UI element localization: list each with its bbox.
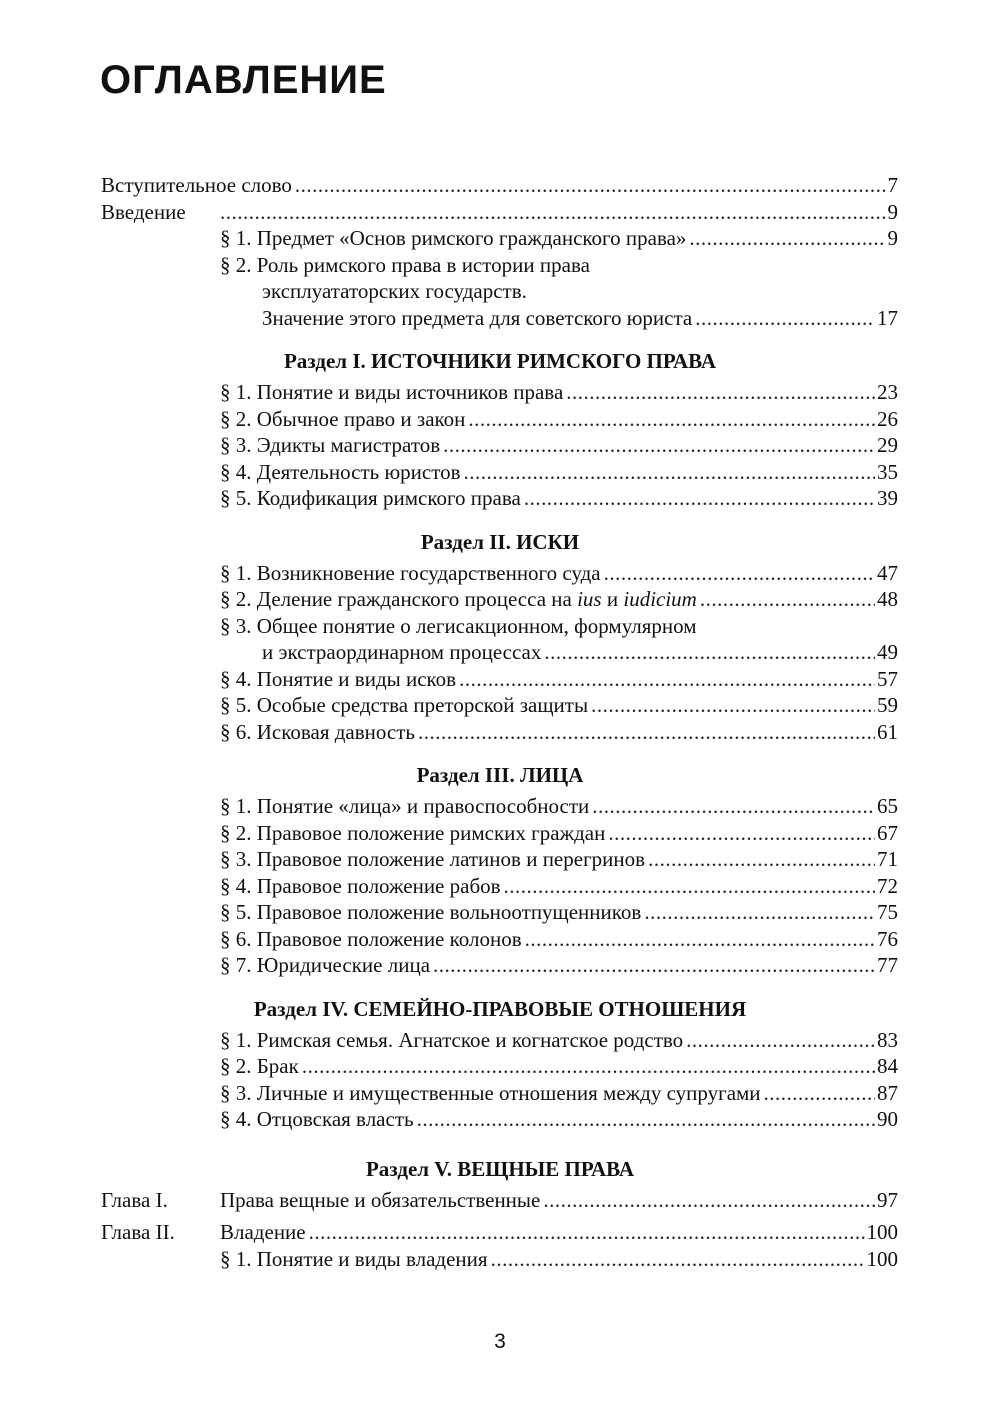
page-ref: 26: [877, 406, 898, 431]
page-ref: 75: [877, 900, 898, 924]
toc-entry[interactable]: § 1. Понятие «лица» и правоспособности ..... 65: [0, 793, 1000, 820]
toc-entry-intro-p2-line1[interactable]: § 2. Роль римского права в истории права: [220, 252, 590, 277]
leader-dots: [648, 846, 875, 873]
toc-entry[interactable]: § 5. Кодификация римского права ..... 39: [0, 485, 1000, 512]
page-ref: 84: [877, 1054, 898, 1078]
section-heading: Раздел V. ВЕЩНЫЕ ПРАВА: [365, 1156, 635, 1181]
page-ref: 39: [877, 486, 898, 510]
page-ref: 59: [877, 693, 898, 717]
page-title: ОГЛАВЛЕНИЕ: [100, 58, 387, 102]
leader-dots: [525, 926, 875, 953]
toc-entry[interactable]: § 6. Правовое положение колонов ..... 76: [0, 926, 1000, 953]
leader-dots: [443, 432, 875, 459]
page-ref: 61: [877, 719, 898, 744]
leader-dots: [695, 305, 875, 332]
toc-entry-chapter[interactable]: Глава II. Владение ..... 100: [0, 1219, 1000, 1246]
toc-entry[interactable]: § 7. Юридические лица ..... 77: [0, 952, 1000, 979]
section-heading: Раздел III. ЛИЦА: [416, 763, 584, 787]
leader-dots: [295, 172, 886, 199]
page-ref: 90: [877, 1107, 898, 1131]
table-of-contents: [0, 172, 1000, 1272]
leader-dots: [417, 1106, 875, 1133]
leader-dots: [464, 459, 875, 486]
page-ref: 83: [877, 1027, 898, 1052]
page-ref: 47: [877, 560, 898, 585]
toc-entry-intro-p2-line3[interactable]: Значение этого предмета для советского юриста ..... 17: [0, 305, 1000, 332]
leader-dots: [592, 793, 875, 820]
page-ref: 9: [887, 199, 898, 224]
page-ref: 29: [877, 433, 898, 457]
toc-entry[interactable]: § 1. Римская семья. Агнатское и когнатское родство ..... 83: [0, 1027, 1000, 1054]
toc-entry[interactable]: § 4. Отцовская власть ..... 90: [0, 1106, 1000, 1133]
page-ref: 77: [877, 953, 898, 977]
page-ref: 65: [877, 794, 898, 818]
page-ref: 7: [887, 173, 898, 197]
latin-term: ius: [577, 587, 602, 611]
leader-dots: [309, 1219, 865, 1246]
latin-term: iudicium: [623, 587, 697, 611]
leader-dots: [591, 692, 875, 719]
toc-entry[interactable]: § 1. Понятие и виды владения ..... 100: [0, 1246, 1000, 1273]
leader-dots: [459, 666, 875, 693]
page-ref: 17: [877, 305, 898, 330]
toc-entry[interactable]: § 3. Личные и имущественные отношения между супругами ..... 87: [0, 1080, 1000, 1107]
toc-entry[interactable]: § 4. Понятие и виды исков ..... 57: [0, 666, 1000, 693]
chapter-label: Глава II.: [101, 1220, 175, 1244]
toc-entry[interactable]: § 6. Исковая давность ..... 61: [0, 719, 1000, 746]
toc-entry[interactable]: § 4. Деятельность юристов ..... 35: [0, 459, 1000, 486]
leader-dots: [644, 899, 875, 926]
leader-dots: [491, 1246, 865, 1273]
toc-entry[interactable]: § 4. Правовое положение рабов ..... 72: [0, 873, 1000, 900]
toc-entry[interactable]: и экстраординарном процессах ..... 49: [0, 639, 1000, 666]
section-heading: Раздел I. ИСТОЧНИКИ РИМСКОГО ПРАВА: [283, 349, 717, 373]
toc-entry[interactable]: § 2. Деление гражданского процесса на ius и iudicium ..... 48: [0, 586, 1000, 613]
toc-entry[interactable]: § 3. Эдикты магистратов ..... 29: [0, 432, 1000, 459]
toc-entry[interactable]: § 3. Общее понятие о легисакционном, формулярном: [220, 613, 697, 638]
leader-dots: [543, 1187, 875, 1214]
toc-entry[interactable]: § 2. Правовое положение римских граждан ..... 67: [0, 820, 1000, 847]
toc-entry-intro-p2-line2: эксплуататорских государств.: [262, 279, 527, 303]
leader-dots: [566, 379, 875, 406]
toc-entry-intro-p1[interactable]: § 1. Предмет «Основ римского гражданского права» ..... 9: [0, 225, 1000, 252]
page-ref: 57: [877, 666, 898, 691]
toc-entry[interactable]: § 5. Особые средства преторской защиты ..... 59: [0, 692, 1000, 719]
toc-entry[interactable]: § 2. Брак ..... 84: [0, 1053, 1000, 1080]
page-ref: 97: [877, 1187, 898, 1212]
toc-entry-chapter[interactable]: Глава I. Права вещные и обязательственные ..... 97: [0, 1187, 1000, 1214]
page-ref: 49: [877, 640, 898, 664]
page-ref: 67: [877, 820, 898, 845]
page-number: 3: [494, 1330, 506, 1353]
page-ref: 9: [887, 226, 898, 250]
toc-entry[interactable]: § 3. Правовое положение латинов и перегринов ..... 71: [0, 846, 1000, 873]
leader-dots: [418, 719, 875, 746]
toc-entry[interactable]: § 2. Обычное право и закон ..... 26: [0, 406, 1000, 433]
page-ref: 72: [877, 873, 898, 898]
section-heading: Раздел IV. СЕМЕЙНО-ПРАВОВЫЕ ОТНОШЕНИЯ: [253, 996, 747, 1021]
leader-dots: [524, 485, 875, 512]
leader-dots: [220, 199, 886, 226]
leader-dots: [686, 1027, 875, 1054]
toc-entry[interactable]: § 1. Возникновение государственного суда ..... 47: [0, 560, 1000, 587]
page-ref: 71: [877, 847, 898, 871]
leader-dots: [608, 820, 875, 847]
leader-dots: [700, 586, 875, 613]
page-ref: 76: [877, 926, 898, 951]
toc-entry-foreword[interactable]: Вступительное слово ..... 7: [0, 172, 1000, 199]
chapter-label: Глава I.: [101, 1187, 168, 1212]
leader-dots: [302, 1053, 875, 1080]
leader-dots: [468, 406, 875, 433]
page-ref: 100: [866, 1246, 898, 1271]
page-ref: 48: [877, 587, 898, 611]
leader-dots: [544, 639, 875, 666]
leader-dots: [604, 560, 875, 587]
leader-dots: [504, 873, 875, 900]
page-ref: 35: [877, 459, 898, 484]
toc-entry[interactable]: § 5. Правовое положение вольноотпущенников ..... 75: [0, 899, 1000, 926]
leader-dots: [433, 952, 875, 979]
page-ref: 87: [877, 1080, 898, 1105]
leader-dots: [764, 1080, 875, 1107]
leader-dots: [689, 225, 885, 252]
toc-entry[interactable]: § 1. Понятие и виды источников права ..... 23: [0, 379, 1000, 406]
page-ref: 23: [877, 380, 898, 404]
toc-entry-introduction[interactable]: Введение ..... 9: [0, 199, 1000, 226]
section-heading: Раздел II. ИСКИ: [420, 529, 580, 554]
page-ref: 100: [866, 1220, 898, 1244]
